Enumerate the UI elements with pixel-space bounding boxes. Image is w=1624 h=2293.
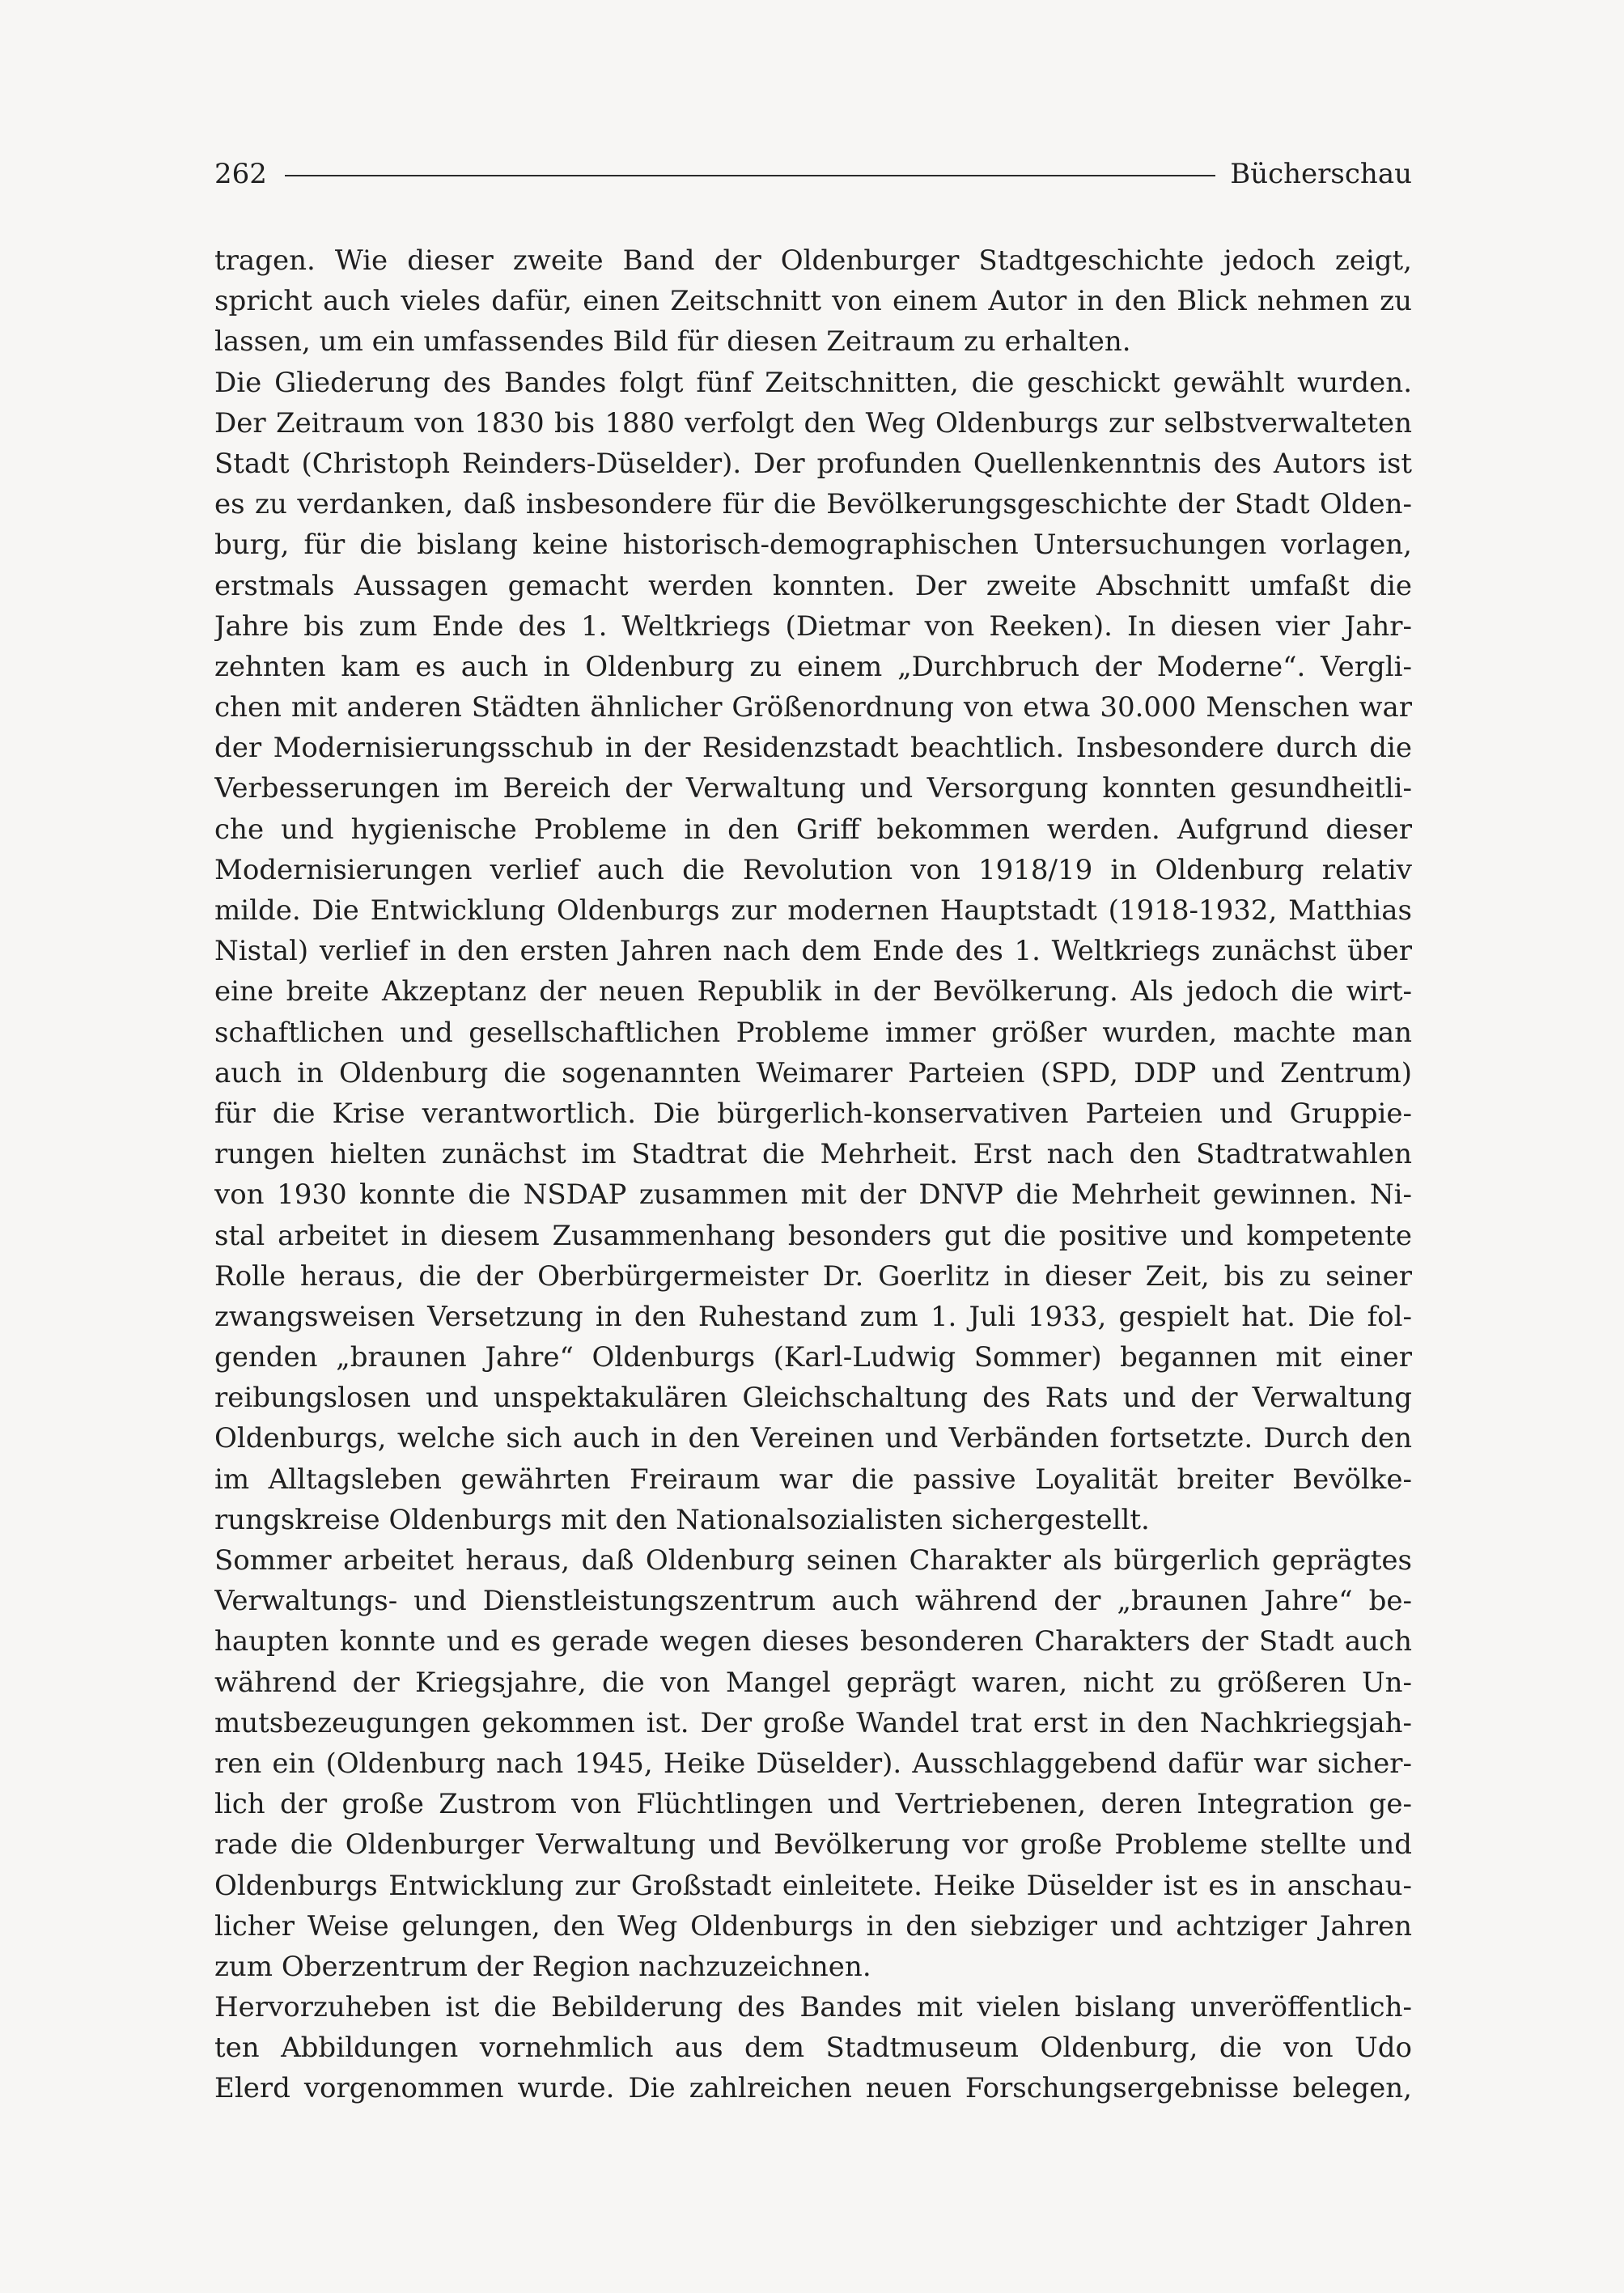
text-line: zwangsweisen Versetzung in den Ruhestand zum 1. Juli 1933, gespielt hat. Die fol- bbox=[214, 1300, 1412, 1333]
text-line: zehnten kam es auch in Oldenburg zu einem „Durchbruch der Moderne“. Vergli- bbox=[214, 650, 1412, 683]
text-line: rungskreise Oldenburgs mit den Nationalsozialisten sichergestellt. bbox=[214, 1503, 1150, 1536]
text-line: schaftlichen und gesellschaftlichen Probleme immer größer wurden, machte man bbox=[214, 1016, 1412, 1049]
text-line: ten Abbildungen vornehmlich aus dem Stadtmuseum Oldenburg, die von Udo bbox=[214, 2032, 1412, 2065]
text-line: licher Weise gelungen, den Weg Oldenburgs in den siebziger und achtziger Jahren bbox=[214, 1909, 1412, 1943]
text-line: Der Zeitraum von 1830 bis 1880 verfolgt den Weg Oldenburgs zur selbstverwalteten bbox=[214, 406, 1412, 439]
text-line: ren ein (Oldenburg nach 1945, Heike Düselder). Ausschlaggebend dafür war sicher- bbox=[214, 1747, 1412, 1780]
text-line: auch in Oldenburg die sogenannten Weimarer Parteien (SPD, DDP und Zentrum) bbox=[214, 1056, 1412, 1089]
text-line: milde. Die Entwicklung Oldenburgs zur modernen Hauptstadt (1918-1932, Matthias bbox=[214, 894, 1412, 927]
text-line: Rolle heraus, die der Oberbürgermeister Dr. Goerlitz in dieser Zeit, bis zu seiner bbox=[214, 1259, 1412, 1293]
text-line: Hervorzuheben ist die Bebilderung des Bandes mit vielen bislang unveröffentlich- bbox=[214, 1991, 1412, 2024]
text-line: Verbesserungen im Bereich der Verwaltung und Versorgung konnten gesundheitli- bbox=[214, 772, 1412, 805]
text-line: Modernisierungen verlief auch die Revolution von 1918/19 in Oldenburg relativ bbox=[214, 853, 1412, 886]
text-line: lassen, um ein umfassendes Bild für diesen Zeitraum zu erhalten. bbox=[214, 325, 1131, 359]
text-line: Stadt (Christoph Reinders-Düselder). Der profunden Quellenkenntnis des Autors ist bbox=[214, 447, 1412, 480]
header-rule bbox=[285, 175, 1215, 176]
text-line: stal arbeitet in diesem Zusammenhang besonders gut die positive und kompetente bbox=[214, 1219, 1412, 1252]
text-line: Oldenburgs, welche sich auch in den Vereinen und Verbänden fortsetzte. Durch den bbox=[214, 1422, 1412, 1455]
text-line: Die Gliederung des Bandes folgt fünf Zeitschnitten, die geschickt gewählt wurden. bbox=[214, 366, 1412, 399]
text-line: spricht auch vieles dafür, einen Zeitschnitt von einem Autor in den Blick nehmen zu bbox=[214, 285, 1412, 318]
text-line: tragen. Wie dieser zweite Band der Oldenburger Stadtgeschichte jedoch zeigt, bbox=[214, 244, 1412, 277]
text-line: Elerd vorgenommen wurde. Die zahlreichen neuen Forschungsergebnisse belegen, bbox=[214, 2072, 1412, 2105]
text-line: im Alltagsleben gewährten Freiraum war die passive Loyalität breiter Bevölke- bbox=[214, 1463, 1412, 1496]
text-line: der Modernisierungsschub in der Residenzstadt beachtlich. Insbesondere durch die bbox=[214, 732, 1412, 765]
text-line: erstmals Aussagen gemacht werden konnten. Der zweite Abschnitt umfaßt die bbox=[214, 569, 1412, 602]
text-line: für die Krise verantwortlich. Die bürgerlich-konservativen Parteien und Gruppie- bbox=[214, 1097, 1412, 1130]
text-line: burg, für die bislang keine historisch-demographischen Untersuchungen vorlagen, bbox=[214, 529, 1412, 562]
text-line: Jahre bis zum Ende des 1. Weltkriegs (Dietmar von Reeken). In diesen vier Jahr- bbox=[214, 609, 1412, 643]
text-line: es zu verdanken, daß insbesondere für die Bevölkerungsgeschichte der Stadt Olden- bbox=[214, 488, 1412, 521]
text-line: eine breite Akzeptanz der neuen Republik in der Bevölkerung. Als jedoch die wirt- bbox=[214, 975, 1412, 1008]
running-head bbox=[214, 158, 1412, 190]
text-line: reibungslosen und unspektakulären Gleichschaltung des Rats und der Verwaltung bbox=[214, 1382, 1412, 1415]
text-line: rade die Oldenburger Verwaltung und Bevölkerung vor große Probleme stellte und bbox=[214, 1828, 1412, 1862]
page-number: 262 bbox=[214, 158, 267, 190]
section-title: Bücherschau bbox=[1230, 158, 1412, 190]
text-line: Verwaltungs- und Dienstleistungszentrum auch während der „braunen Jahre“ be- bbox=[214, 1585, 1412, 1618]
text-line: zum Oberzentrum der Region nachzuzeichnen. bbox=[214, 1950, 871, 1983]
text-line: während der Kriegsjahre, die von Mangel geprägt waren, nicht zu größeren Un- bbox=[214, 1666, 1412, 1699]
text-line: chen mit anderen Städten ähnlicher Größenordnung von etwa 30.000 Menschen war bbox=[214, 691, 1412, 724]
text-line: genden „braunen Jahre“ Oldenburgs (Karl-Ludwig Sommer) begannen mit einer bbox=[214, 1341, 1412, 1374]
text-line: Oldenburgs Entwicklung zur Großstadt einleitete. Heike Düselder ist es in anschau- bbox=[214, 1869, 1412, 1902]
text-line: haupten konnte und es gerade wegen dieses besonderen Charakters der Stadt auch bbox=[214, 1625, 1412, 1658]
page bbox=[214, 158, 1412, 2109]
text-line: von 1930 konnte die NSDAP zusammen mit der DNVP die Mehrheit gewinnen. Ni- bbox=[214, 1178, 1412, 1212]
text-line: Sommer arbeitet heraus, daß Oldenburg seinen Charakter als bürgerlich geprägtes bbox=[214, 1544, 1412, 1577]
text-line: che und hygienische Probleme in den Griff bekommen werden. Aufgrund dieser bbox=[214, 813, 1412, 846]
text-line: lich der große Zustrom von Flüchtlingen und Vertriebenen, deren Integration ge- bbox=[214, 1788, 1412, 1821]
text-line: Nistal) verlief in den ersten Jahren nach dem Ende des 1. Weltkriegs zunächst über bbox=[214, 935, 1412, 968]
body-text bbox=[214, 240, 1412, 2109]
text-line: rungen hielten zunächst im Stadtrat die Mehrheit. Erst nach den Stadtratwahlen bbox=[214, 1138, 1412, 1171]
text-line: mutsbezeugungen gekommen ist. Der große Wandel trat erst in den Nachkriegsjah- bbox=[214, 1706, 1412, 1739]
